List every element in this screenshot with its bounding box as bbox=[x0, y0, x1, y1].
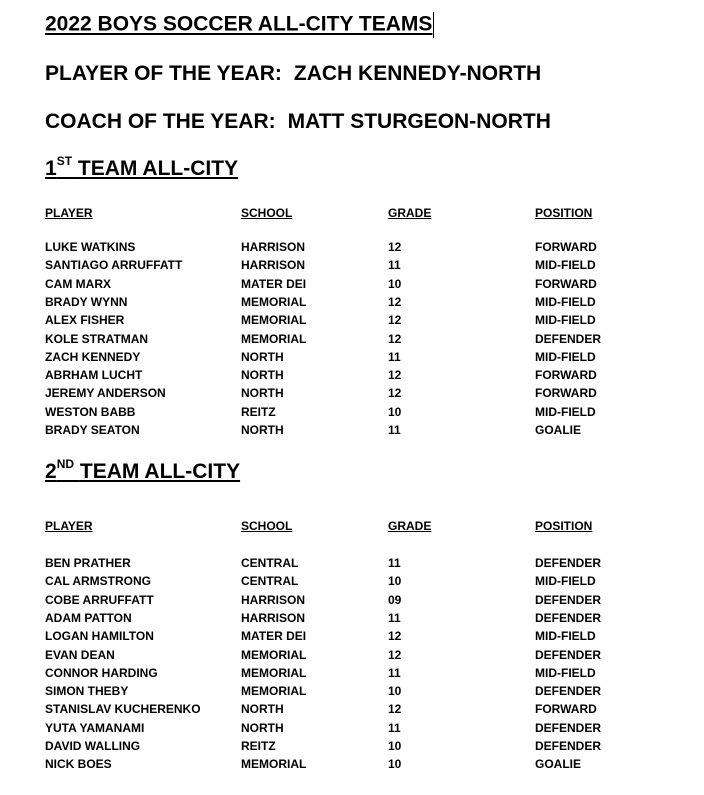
cell-grade: 10 bbox=[388, 684, 402, 699]
cell-position: DEFENDER bbox=[535, 684, 602, 699]
cell-school: NORTH bbox=[241, 349, 284, 364]
player-of-year-label: PLAYER OF THE YEAR: bbox=[45, 62, 282, 85]
cell-school: HARRISON bbox=[241, 258, 306, 273]
cell-school: NORTH bbox=[241, 423, 284, 437]
second-team-ordinal-suffix: ND bbox=[56, 457, 75, 471]
document-title[interactable] bbox=[45, 12, 434, 38]
cell-school: MEMORIAL bbox=[241, 647, 307, 662]
column-header-player: PLAYER bbox=[45, 206, 93, 220]
cell-position: MID-FIELD bbox=[535, 404, 596, 419]
cell-school: REITZ bbox=[241, 739, 276, 753]
cell-school: MEMORIAL bbox=[241, 665, 307, 680]
cell-player: ALEX FISHER bbox=[45, 313, 125, 328]
first-team-label: TEAM ALL-CITY bbox=[77, 157, 239, 180]
player-of-year bbox=[45, 62, 541, 86]
document-title-text: 2022 BOYS SOCCER ALL-CITY TEAMS bbox=[45, 12, 433, 36]
cell-school: MEMORIAL bbox=[241, 757, 307, 772]
cell-position: DEFENDER bbox=[535, 720, 602, 735]
cell-player: LUKE WATKINS bbox=[45, 240, 136, 254]
cell-school: MEMORIAL bbox=[241, 294, 307, 309]
cell-grade: 10 bbox=[388, 404, 402, 419]
cell-school: MEMORIAL bbox=[241, 684, 307, 699]
cell-grade: 12 bbox=[388, 629, 402, 644]
cell-grade: 10 bbox=[388, 739, 402, 753]
cell-grade: 11 bbox=[388, 665, 401, 680]
cell-grade: 12 bbox=[388, 313, 402, 328]
cell-grade: 11 bbox=[388, 258, 401, 273]
cell-school: MEMORIAL bbox=[241, 331, 307, 346]
cell-grade: 10 bbox=[388, 574, 402, 589]
cell-school: MEMORIAL bbox=[241, 313, 307, 328]
cell-school: NORTH bbox=[241, 702, 284, 717]
column-header-school: SCHOOL bbox=[241, 519, 293, 533]
cell-player: ABRHAM LUCHT bbox=[45, 368, 143, 383]
column-header-grade: GRADE bbox=[388, 519, 432, 533]
cell-grade: 12 bbox=[388, 647, 402, 662]
cell-position: DEFENDER bbox=[535, 592, 602, 607]
column-header-position: POSITION bbox=[535, 519, 593, 533]
cell-position: DEFENDER bbox=[535, 610, 602, 625]
player-of-year-value: ZACH KENNEDY-NORTH bbox=[293, 62, 542, 85]
cell-school: REITZ bbox=[241, 404, 276, 419]
cell-grade: 11 bbox=[388, 720, 401, 735]
cell-player: ADAM PATTON bbox=[45, 610, 132, 625]
cell-player: CONNOR HARDING bbox=[45, 665, 158, 680]
cell-position: DEFENDER bbox=[535, 647, 602, 662]
cell-player: CAL ARMSTRONG bbox=[45, 574, 151, 589]
cell-player: SANTIAGO ARRUFFATT bbox=[45, 258, 183, 273]
cell-school: CENTRAL bbox=[241, 574, 299, 589]
cell-player: WESTON BABB bbox=[45, 404, 136, 419]
cell-school: NORTH bbox=[241, 368, 284, 383]
cell-grade: 12 bbox=[388, 702, 402, 717]
second-team-heading bbox=[45, 457, 241, 484]
cell-player: YUTA YAMANAMI bbox=[45, 720, 145, 735]
cell-school: MATER DEI bbox=[241, 629, 307, 644]
cell-grade: 12 bbox=[388, 294, 402, 309]
cell-player: SIMON THEBY bbox=[45, 684, 129, 699]
cell-position: GOALIE bbox=[535, 757, 582, 772]
coach-of-year-value: MATT STURGEON-NORTH bbox=[287, 110, 551, 133]
cell-player: DAVID WALLING bbox=[45, 739, 141, 753]
cell-grade: 11 bbox=[388, 556, 401, 570]
cell-position: MID-FIELD bbox=[535, 629, 596, 644]
cell-player: ZACH KENNEDY bbox=[45, 349, 141, 364]
first-team-heading bbox=[45, 154, 239, 181]
cell-school: HARRISON bbox=[241, 592, 306, 607]
cell-player: CAM MARX bbox=[45, 276, 111, 291]
cell-player: BRADY WYNN bbox=[45, 294, 128, 309]
cell-position: MID-FIELD bbox=[535, 258, 596, 273]
cell-grade: 11 bbox=[388, 423, 401, 437]
cell-position: MID-FIELD bbox=[535, 574, 596, 589]
cell-position: MID-FIELD bbox=[535, 294, 596, 309]
coach-of-year-label: COACH OF THE YEAR: bbox=[45, 110, 276, 133]
cell-position: DEFENDER bbox=[535, 331, 602, 346]
cell-player: NICK BOES bbox=[45, 757, 112, 772]
cell-grade: 09 bbox=[388, 592, 402, 607]
cell-position: MID-FIELD bbox=[535, 313, 596, 328]
first-team-ordinal-suffix: ST bbox=[56, 154, 73, 168]
cell-player: EVAN DEAN bbox=[45, 647, 115, 662]
cell-position: FORWARD bbox=[535, 702, 597, 717]
cell-grade: 12 bbox=[388, 331, 402, 346]
cell-player: LOGAN HAMILTON bbox=[45, 629, 154, 644]
cell-player: KOLE STRATMAN bbox=[45, 331, 149, 346]
cell-player: COBE ARRUFFATT bbox=[45, 592, 154, 607]
cell-position: MID-FIELD bbox=[535, 349, 596, 364]
cell-grade: 12 bbox=[388, 386, 402, 401]
text-cursor bbox=[433, 12, 434, 38]
cell-grade: 12 bbox=[388, 240, 402, 254]
cell-player: STANISLAV KUCHERENKO bbox=[45, 702, 201, 717]
cell-grade: 12 bbox=[388, 368, 402, 383]
cell-position: DEFENDER bbox=[535, 556, 602, 570]
cell-school: HARRISON bbox=[241, 610, 306, 625]
cell-player: BRADY SEATON bbox=[45, 423, 140, 437]
coach-of-year bbox=[45, 110, 551, 134]
cell-school: CENTRAL bbox=[241, 556, 299, 570]
cell-grade: 10 bbox=[388, 276, 402, 291]
cell-player: JEREMY ANDERSON bbox=[45, 386, 166, 401]
cell-school: NORTH bbox=[241, 720, 284, 735]
second-team-ordinal: 2 bbox=[45, 460, 57, 483]
cell-school: NORTH bbox=[241, 386, 284, 401]
column-header-player: PLAYER bbox=[45, 519, 93, 533]
cell-position: DEFENDER bbox=[535, 739, 602, 753]
cell-position: FORWARD bbox=[535, 386, 597, 401]
column-header-grade: GRADE bbox=[388, 206, 432, 220]
cell-grade: 11 bbox=[388, 349, 401, 364]
first-team-ordinal: 1 bbox=[45, 157, 57, 180]
cell-position: FORWARD bbox=[535, 276, 597, 291]
cell-school: HARRISON bbox=[241, 240, 306, 254]
cell-school: MATER DEI bbox=[241, 276, 307, 291]
second-team-label: TEAM ALL-CITY bbox=[79, 460, 241, 483]
cell-position: FORWARD bbox=[535, 368, 597, 383]
cell-grade: 11 bbox=[388, 610, 401, 625]
cell-grade: 10 bbox=[388, 757, 402, 772]
cell-position: GOALIE bbox=[535, 423, 582, 437]
cell-position: MID-FIELD bbox=[535, 665, 596, 680]
column-header-position: POSITION bbox=[535, 206, 593, 220]
cell-player: BEN PRATHER bbox=[45, 556, 131, 570]
column-header-school: SCHOOL bbox=[241, 206, 293, 220]
cell-position: FORWARD bbox=[535, 240, 597, 254]
